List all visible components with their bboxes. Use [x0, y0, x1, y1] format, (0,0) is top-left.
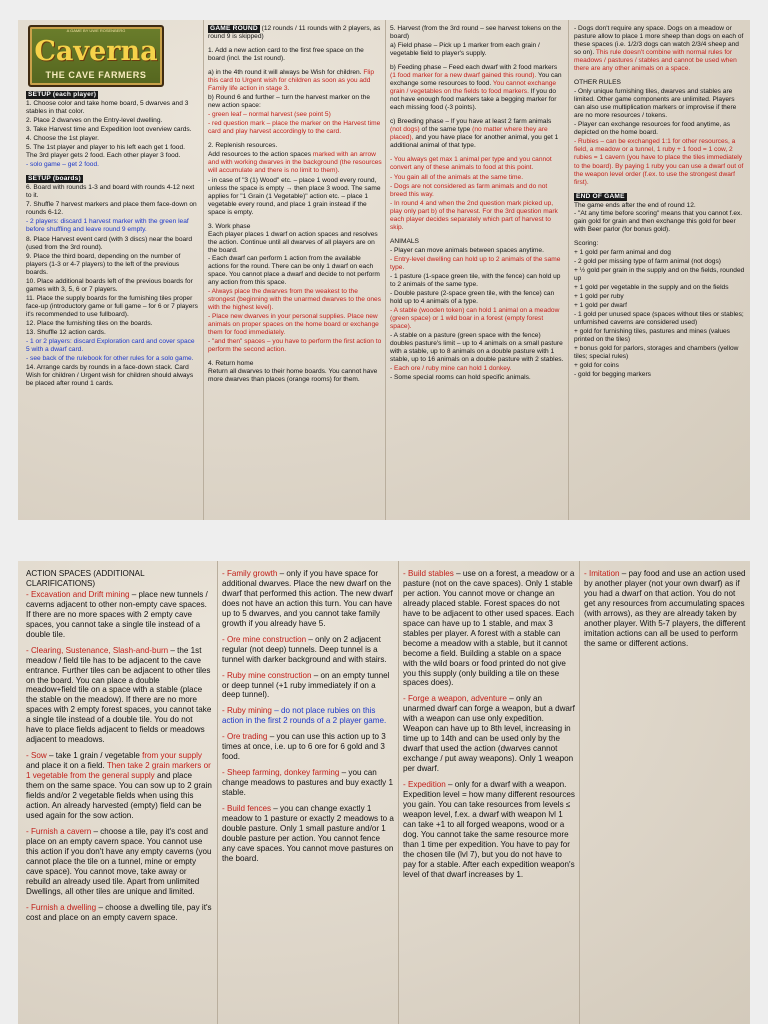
setup-each-item: 1. Choose color and take home board, 5 dwarves and 3 stables in that color.	[26, 100, 189, 116]
step-1: 1. Add a new action card to the first free space on the board (incl. the 1st round).	[208, 47, 364, 63]
bottom-column-4	[580, 569, 750, 1024]
action-name: - Ore mine construction	[222, 634, 307, 644]
dogs-rule: - Dogs don't require any space. Dogs on a meadow or pasture allow to place 1 more sheep than dogs on each of these spaces (i.e. 1/2/3 dogs can watch 2/3/4 sheep and so on).	[574, 25, 744, 57]
step-2-red: marked with an arrow and with working dwarves in the background (the resources will accumulate and there is no limit to them).	[208, 151, 382, 175]
end-of-game-heading: END OF GAME	[576, 192, 625, 200]
action-text: – only if you have space for additional dwarves. Place the new dwarf on the dwarf that performed this action. The new dwarf does not have an action this turn. You can have up to 5 dwarves, and you cannot take family growth if you already have 5.	[222, 569, 393, 628]
setup-boards-item: 14. Arrange cards by rounds in a face-down stack. Card Wish for children / Urgent wish for children should always be placed after round 1 cards.	[26, 363, 194, 388]
bottom-column-1	[22, 569, 216, 1024]
bottom-column-3	[399, 569, 579, 1024]
animals-heading: ANIMALS	[390, 237, 419, 245]
step-5c-text: and you have place for another animal, you get 1 additional animal of that type.	[390, 134, 559, 150]
step-2: 2. Replenish resources.	[208, 142, 278, 150]
scoring-item: + 1 gold per dwarf	[574, 301, 627, 309]
scoring-item: + gold for furnishing tiles, pastures and mines (values printed on the tiles)	[574, 328, 730, 344]
animals-item: - A stable on a pasture (green space with the fence) doubles pasture's limit – up to 4 animals on a small pasture with a stable, up to 8 animals on a double pasture with 1 stable, up to 16 animals on a double pasture with 2 stables.	[390, 332, 564, 364]
animals-item: - Player can move animals between spaces anytime.	[390, 246, 544, 254]
step-3: 3. Work phase Each player places 1 dwarf on action spaces and resolves the action. Continue until all dwarves of all players are on the board. - Each dwarf can perform 1 action from the available actions for the round. There can be only 1 dwarf on each space. You cannot place a dwarf and decide to not perform any action from this space.	[208, 222, 380, 286]
animals-item: - Double pasture (2-space green tile, with the fence) can hold up to 4 animals of a type.	[390, 289, 555, 305]
step-2-text: Add resources to the action spaces	[208, 151, 311, 159]
top-column-3	[386, 25, 568, 520]
setup-boards-note: - see back of the rulebook for other rules for a solo game.	[26, 354, 194, 362]
scoring-item: - 2 gold per missing type of farm animal (not dogs)	[574, 257, 721, 265]
action-name: - Build fences	[222, 804, 272, 814]
step-2-detail: - in case of "3 (1) Wood" etc. – place 1 wood every round, unless the space is empty → then place 3 wood. The same applies for "1 Grain (1 Vegetable)" action etc. – place 1 vegetable every round, and place 1 grain instead if the space is empty.	[208, 176, 381, 216]
action-text: – choose a tile, pay it's cost and place on an empty cavern space. You cannot use this action if you don't have any empty caverns (you cannot place the tile on a tunnel, mine or empty cave space). You cannot move, take away or rebuild an already used tile. Apart from unlimited Dwellings, all other tiles are unique and limited.	[26, 826, 212, 896]
step-1b-green: - green leaf – normal harvest (see point 5)	[208, 111, 331, 119]
setup-each-heading: SETUP (each player)	[28, 91, 97, 98]
step-3-red: - Always place the dwarves from the weakest to the strongest (beginning with the unarmed dwarves to the ones with the highest level).	[208, 287, 382, 311]
action-spaces-heading: ACTION SPACES (ADDITIONAL CLARIFICATIONS)	[26, 569, 145, 588]
animals-item: - A stable (wooden token) can hold 1 animal on a meadow (green space) or 1 wild boar in a forest (empty forest space).	[390, 306, 560, 331]
dogs-rule-red: This rule doesn't combine with normal rules for meadows / pastures / stables and cannot be used when there are any other animals on a space.	[574, 49, 737, 73]
logo-name: Caverna	[34, 36, 158, 67]
setup-boards-note: - 1 or 2 players: discard Exploration card and cover space 5 with a dwarf card.	[26, 337, 195, 353]
step-5b-red: (1 food marker for a new dwarf gained this round).	[390, 72, 537, 80]
action-text: – you can use this action up to 3 times at once, i.e. up to 6 ore for 6 gold and 3 food.	[222, 732, 386, 762]
setup-boards-item: 6. Board with rounds 1-3 and board with rounds 4-12 next to it.	[26, 184, 195, 200]
step-1a-red: Flip this card to Urgent wish for children as soon as you add Family life action in stage 3.	[208, 69, 375, 93]
scoring-item: + 1 gold per ruby	[574, 292, 624, 300]
action-text-blue: – do not place rubies on this action in the first 2 rounds of a 2 player game.	[222, 706, 387, 726]
animals-item: - Some special rooms can hold specific animals.	[390, 374, 531, 382]
setup-each-solo: - solo game – get 2 food.	[26, 161, 99, 169]
animals-item: - 1 pasture (1-space green tile, with the fence) can hold up to 2 animals of the same type.	[390, 272, 561, 288]
setup-each-item: 2. Place 2 dwarves on the Entry-level dwelling.	[26, 117, 163, 125]
action-name: - Build stables	[403, 569, 454, 578]
action-name: - Ruby mining	[222, 706, 272, 716]
animals-item: - Entry-level dwelling can hold up to 2 animals of the same type.	[390, 255, 561, 271]
rubies-rule-red: By paying 1 ruby you can use a dwarf out of the weapon level order (f.ex. to use the strongest dwarf first).	[574, 162, 744, 186]
logo-subtitle: THE CAVE FARMERS	[45, 70, 147, 80]
setup-boards-item: 12. Place the furnishing tiles on the boards.	[26, 319, 153, 327]
step-5b-red: You cannot exchange grain / vegetables on the fields to food markers.	[390, 80, 557, 96]
action-text-red: Then take 2 grain markers or 1 vegetable from the general supply	[26, 761, 211, 781]
scoring-item: + ½ gold per grain in the supply and on the fields, rounded up	[574, 266, 745, 282]
other-rules-item: - Only unique furnishing tiles, dwarves and stables are limited. Other game components are unlimited. Players can also use multiplication markers or improvise if there are no more resources / tokens.	[574, 88, 737, 120]
step-3-red: - "and then" spaces – you have to perform the first action to perform the second action.	[208, 338, 382, 354]
action-name: - Forge a weapon, adventure	[403, 694, 507, 704]
action-name: - Furnish a cavern	[26, 826, 92, 836]
scoring-item: + 1 gold per vegetable in the supply and on the fields	[574, 283, 729, 291]
action-name: - Furnish a dwelling	[26, 902, 97, 912]
game-round-heading: GAME ROUND	[210, 25, 258, 32]
harvest-note: - You gain all of the animals at the same time.	[390, 173, 524, 181]
scoring-heading: Scoring:	[574, 239, 599, 247]
bottom-column-2	[218, 569, 398, 1024]
step-5b-text: If you do not have enough food markers take a begging marker for each missing food (-3 points).	[390, 88, 557, 112]
step-1b: b) Round 6 and further – turn the harvest marker on the new action space:	[208, 94, 371, 110]
setup-boards-heading: SETUP (boards)	[28, 175, 81, 183]
action-name: - Sow	[26, 751, 47, 761]
action-text: and place them on the same space. You can sow up to 2 grain fields and/or 2 vegetable fields when using this action. An already harvested (empty) field can be used again for the sow action.	[26, 771, 212, 820]
reference-page-top	[18, 20, 750, 520]
rubies-rule: - Rubies – can be exchanged 1:1 for other resources, a field, a meadow or a tunnel, 1 ruby + 1 food = 1 cow, 2 rubies = 1 cavern (you have to place the tiles immediately to the board).	[574, 138, 743, 170]
harvest-note: - You always get max 1 animal per type and you cannot convert any of these animals to food at this point.	[390, 156, 552, 172]
game-round-intro: (12 rounds / 11 rounds with 2 players, as round 9 is skipped)	[208, 25, 381, 41]
setup-boards-item: 11. Place the supply boards for the furnishing tiles proper face-up (introductory game or full game – for 6 or 7 players it's recommended to use fullboard).	[26, 294, 198, 318]
harvest-note: - Dogs are not considered as farm animals and do not breed this way.	[390, 182, 548, 198]
other-rules-heading: OTHER RULES	[574, 79, 621, 87]
action-name: - Ruby mine construction	[222, 670, 312, 680]
action-name: - Sheep farming, donkey farming	[222, 768, 340, 778]
harvest-note: - In round 4 and when the 2nd question mark picked up, play only part b) of the harvest. For the 3rd question mark each player decides separately which part of harvest to skip.	[390, 199, 558, 231]
action-name: - Excavation and Drift mining	[26, 589, 130, 599]
scoring-item: + gold for coins	[574, 362, 619, 370]
action-text: – the 1st meadow / field tile has to be adjacent to the cave entrance. Further tiles can be adjacent to other tiles on the board. You can place a double meadow+field tile on a space with a stable (place the stable on the meadow). If there are no more spaces with 2 empty forest spaces, you cannot take a single tile instead of a double tile. You do not have to place fields adjacent to fields or meadows adjacent to meadows.	[26, 645, 212, 745]
setup-boards-item: 7. Shuffle 7 harvest markers and place them face-down on rounds 6-12.	[26, 201, 197, 217]
step-5c-text: of the same type	[421, 126, 471, 134]
action-text: – choose a dwelling tile, pay it's cost and place on an empty cavern space.	[26, 902, 212, 922]
step-5: 5. Harvest (from the 3rd round – see harvest tokens on the board)	[390, 25, 562, 41]
animals-item: - Each ore / ruby mine can hold 1 donkey.	[390, 365, 512, 373]
step-1b-red: - red question mark – place the marker on the Harvest time card and play harvest accordingly to the card.	[208, 120, 381, 136]
step-1a: a) in the 4th round it will always be Wish for children.	[208, 69, 362, 77]
action-text: – you can change meadows to pastures and buy exactly 1 stable.	[222, 768, 393, 798]
setup-boards-item: 9. Place the third board, depending on the number of players (1-3 or 4-7 players) to the left of the previous boards.	[26, 252, 181, 276]
action-text-red: from your supply	[142, 751, 202, 761]
action-name: - Expedition	[403, 780, 446, 790]
setup-boards-item: 10. Place additional boards left of the previous boards for games with 3, 5, 6 or 7 players.	[26, 277, 193, 293]
step-5b: b) Feeding phase – Feed each dwarf with 2 food markers	[390, 64, 558, 72]
scoring-item: - gold for begging markers	[574, 371, 651, 379]
action-name: - Ore trading	[222, 732, 268, 742]
step-5c-red: (not dogs)	[390, 126, 420, 134]
setup-boards-item: 8. Place Harvest event card (with 3 discs) near the board (used from the 3rd round).	[26, 235, 193, 251]
action-text: – use on a forest, a meadow or a pasture (not on the cave spaces). Only 1 stable per action. You cannot move or change an already placed stable. Forest spaces do not have to be adjacent to other used spaces. Each space can have up to 1 stable, and max 3 stables per player. A forest with a stable can become a meadow with a stable, but it cannot become a field. Building a stable on a space with the wild boars or food printed do not give you this supply (only building a tile on these spaces does).	[403, 569, 575, 688]
action-name: - Family growth	[222, 569, 278, 578]
top-column-4	[570, 25, 750, 520]
top-column-1	[22, 25, 202, 520]
setup-each-item: 4. Choose the 1st player.	[26, 135, 99, 143]
action-text: – only on 2 adjacent regular (not deep) tunnels. Deep tunnel is a tunnel with darker background and with stairs.	[222, 634, 387, 664]
action-text: – take 1 grain / vegetable	[48, 751, 140, 761]
other-rules-item: - Player can exchange resources for food anytime, as depicted on the home board.	[574, 121, 731, 137]
top-column-2	[204, 25, 386, 520]
scoring-item: - 1 gold per unused space (spaces without tiles or stables; unfurnished caverns are considered used)	[574, 311, 744, 327]
reference-page-bottom	[18, 561, 750, 1024]
step-5b-text: You can exchange some resources to food.	[390, 72, 562, 88]
step-5a: a) Field phase – Pick up 1 marker from each grain / vegetable field to player's supply.	[390, 42, 540, 58]
step-5c-red: (no matter where they are placed),	[390, 126, 548, 142]
setup-boards-note: - 2 players: discard 1 harvest marker with the green leaf before shuffling and leave round 9 empty.	[26, 218, 189, 234]
setup-each-item: 3. Take Harvest time and Expedition loot overview cards.	[26, 126, 192, 134]
action-text: – only for a dwarf with a weapon. Expedition level = how many different resources you gain. You can take resources from levels ≤ weapon level, f.ex. a dwarf with weapon lvl 1 can take +1 to all forged weapons, wood or a dog. You cannot take the same resource more than 1 time per expedition. You have to pay for the chosen tile (lvl 7), but you do not have to pay for a stable. After each expedition weapon's level of that dwarf increases by 1.	[403, 780, 575, 879]
action-text: – only an unarmed dwarf can forge a weapon, but a dwarf with a weapon can use only expedition. Weapon can have up to 8th level, increasing in time up to 14th and can be used only by the dwarf that used the action (dwarves cannot exchange / put away weapons). Only 1 weapon per dwarf.	[403, 694, 575, 774]
scoring-item: + 1 gold per farm animal and dog	[574, 248, 671, 256]
action-name: - Clearing, Sustenance, Slash-and-burn	[26, 645, 169, 655]
action-text: – place new tunnels / caverns adjacent to other non-empty cave spaces. If there are no more spaces with 2 empty cave spaces, you cannot take a single tile instead of a double tile.	[26, 589, 208, 639]
action-text: – on an empty tunnel or deep tunnel (+1 ruby immediately if on a deep tunnel).	[222, 670, 390, 700]
action-text: – you can change exactly 1 meadow to 1 pasture or exactly 2 meadows to a double pasture. Only 1 small pasture and/or 1 double pasture per action. You cannot fence any cave spaces. You cannot move pastures on the board.	[222, 804, 394, 863]
step-3-red: - Place new dwarves in your personal supplies. Place new animals on proper spaces on the home board or exchange them for food immediately.	[208, 313, 379, 337]
step-4: 4. Return home Return all dwarves to their home boards. You cannot have more dwarves than places (orange rooms) for them.	[208, 360, 378, 384]
step-5c: c) Breeding phase – If you have at least 2 farm animals	[390, 118, 552, 126]
action-name: - Imitation	[584, 569, 620, 578]
action-text: and place it on a field.	[26, 761, 105, 771]
action-text: – pay food and use an action used by another player (not your own dwarf) as if you had a dwarf on that action. You do not get any resources from accumulating spaces (with arrows), as they are already taken by another player. With 5-7 players, the different imitation actions can all be used to perform the same or different actions.	[584, 569, 746, 648]
scoring-item: + bonus gold for parlors, storages and chambers (yellow tiles; special rules)	[574, 345, 739, 361]
logo-tagline: A GAME BY UWE ROSENBERG	[66, 28, 126, 33]
setup-each-item: 5. The 1st player and player to his left each get 1 food. The 3rd player gets 2 food. Each other player 3 food.	[26, 144, 185, 160]
column-divider	[568, 20, 569, 520]
caverna-logo	[28, 25, 164, 87]
setup-boards-item: 13. Shuffle 12 action cards.	[26, 328, 106, 336]
end-of-game-text: The game ends after the end of round 12. - "At any time before scoring" means that you cannot f.ex. gain gold for grain and then exchange this gold for beer with Beer parlor (for bonus gold).	[574, 201, 743, 233]
